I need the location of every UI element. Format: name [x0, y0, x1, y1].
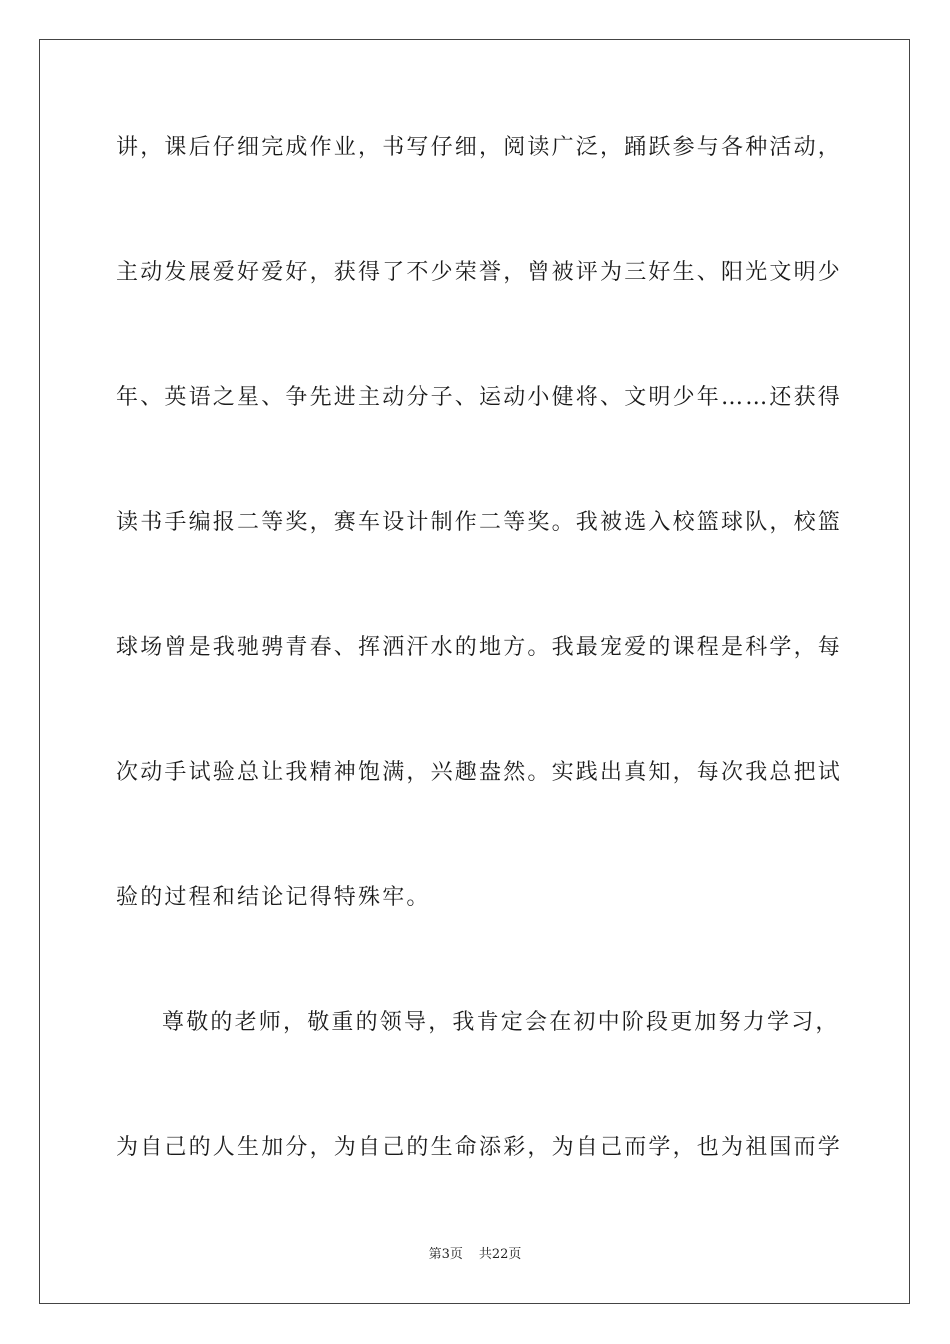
text-line: 为自己的人生加分，为自己的生命添彩，为自己而学，也为祖国而学: [116, 1135, 843, 1160]
text-line: 年、英语之星、争先进主动分子、运动小健将、文明少年……还获得: [116, 385, 843, 410]
page-border: [39, 39, 910, 1304]
text-line: 球场曾是我驰骋青春、挥洒汗水的地方。我最宠爱的课程是科学，每: [116, 635, 843, 660]
page-total: 共22页: [478, 1247, 522, 1262]
paragraph-first-line: 尊敬的老师，敬重的领导，我肯定会在初中阶段更加努力学习，: [162, 1010, 840, 1035]
text-line: 主动发展爱好爱好，获得了不少荣誉，曾被评为三好生、阳光文明少: [116, 260, 843, 285]
page-number: 第3页: [428, 1247, 463, 1262]
text-line: 验的过程和结论记得特殊牢。: [116, 885, 431, 910]
text-line: 次动手试验总让我精神饱满，兴趣盎然。实践出真知，每次我总把试: [116, 760, 843, 785]
text-line: 读书手编报二等奖，赛车设计制作二等奖。我被选入校篮球队，校篮: [116, 510, 843, 535]
text-line: 讲，课后仔细完成作业，书写仔细，阅读广泛，踊跃参与各种活动，: [116, 135, 843, 160]
page-footer: [0, 1246, 950, 1264]
